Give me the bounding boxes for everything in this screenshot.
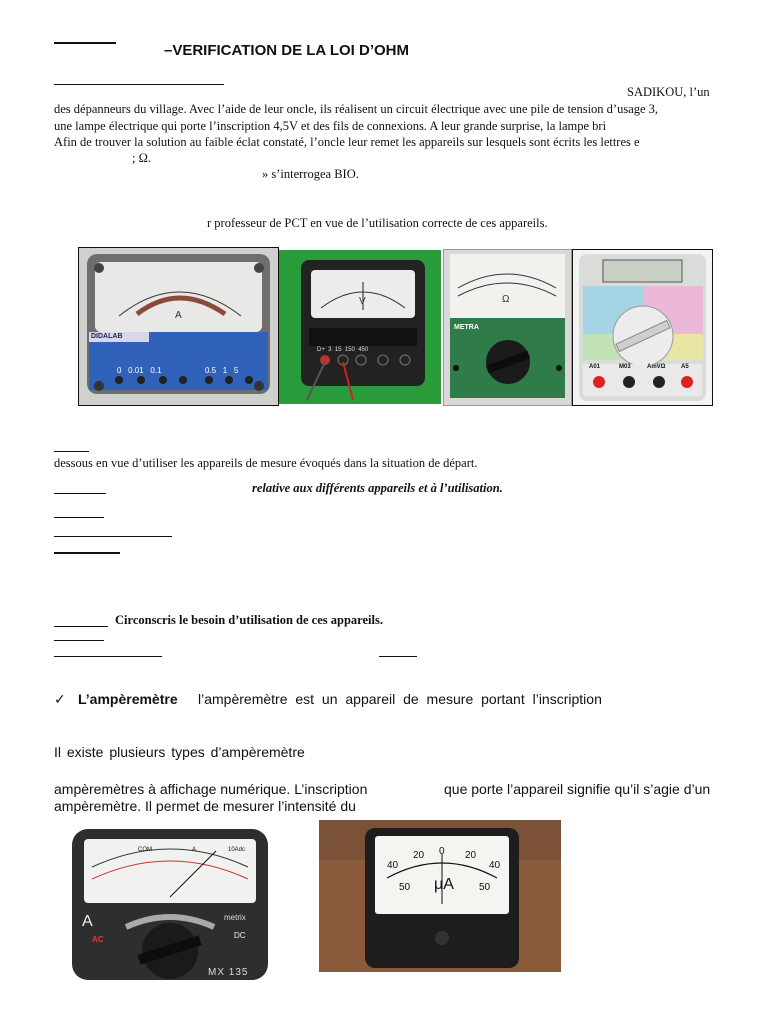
voltmeter-dial-letter: V [359, 296, 366, 307]
handheld-mode-a: A [82, 913, 93, 930]
ammeter-brand: DIDALAB [91, 333, 123, 340]
microammeter-scale-top-5: 40 [489, 860, 501, 871]
section2-underline-3 [54, 517, 104, 518]
ohmmeter-brand: METRA [454, 324, 479, 331]
analog-voltmeter-photo [279, 250, 441, 404]
handheld-multimeter-photo [68, 827, 272, 982]
ammeter-dial-letter: A [175, 310, 182, 321]
intro-line-3: une lampe électrique qui porte l’inscription 4,5V et des fils de connexions. A leur grande surprise, la lampe bri [54, 119, 607, 133]
section2-line-1: dessous en vue d’utiliser les appareils de mesure évoqués dans la situation de départ. [54, 456, 478, 470]
ammeter-range-right: 0.5 1 5 [205, 366, 239, 375]
handheld-brand: metrix [224, 913, 246, 922]
intro-underline [54, 84, 224, 85]
section3-underline-4 [379, 656, 417, 657]
ohmmeter-photo [443, 249, 572, 406]
digital-multimeter-photo [572, 249, 713, 406]
ammeter-range-left: 0 0.01 0.1 [117, 366, 162, 375]
handheld-mode-ac: AC [92, 935, 104, 944]
analog-ammeter-photo [78, 247, 279, 406]
intro-line-6: » s’interrogea BIO. [262, 167, 359, 181]
section2-underline-1 [54, 451, 89, 452]
title-underline-stub [54, 42, 116, 44]
handheld-model: MX 135 [208, 967, 249, 978]
intro-line-5: ; Ω. [132, 151, 152, 165]
multimeter-label-m03: M03 [619, 364, 631, 370]
section3-underline-2 [54, 640, 104, 641]
ammeter-paragraph-left: ampèremètres à affichage numérique. L’inscription [54, 781, 368, 797]
section3-underline-1 [54, 626, 108, 627]
voltmeter-terminals: D+ 3 15 150 450 [317, 347, 369, 353]
ammeter-types: Il existe plusieurs types d’ampèremètre [54, 744, 305, 760]
microammeter-scale-top-4: 20 [465, 850, 477, 861]
page-title: –VERIFICATION DE LA LOI D’OHM [164, 42, 410, 59]
ammeter-paragraph-right: que porte l’appareil signifie qu’il s’agie d’un [444, 781, 711, 797]
microammeter-scale-bottom-right: 50 [479, 882, 491, 893]
microammeter-scale-bottom-left: 50 [399, 882, 411, 893]
multimeter-label-amvohm: AmVΩ [647, 364, 666, 370]
microammeter-photo [319, 820, 561, 972]
check-mark-icon: ✓ [54, 691, 66, 707]
ohmmeter-dial-letter: Ω [502, 294, 510, 305]
section2-underline-2 [54, 493, 106, 494]
multimeter-label-a01: A01 [589, 364, 601, 370]
ammeter-paragraph-line2: ampèremètre. Il permet de mesurer l’intensité du [54, 798, 356, 814]
microammeter-scale-top-3: 0 [439, 846, 445, 857]
microammeter-scale-top-2: 20 [413, 850, 425, 861]
handheld-terminal-10a: 10Adc [228, 847, 246, 853]
section2-underline-5 [54, 552, 120, 554]
ammeter-heading: L’ampèremètre [78, 691, 178, 707]
section3-underline-3 [54, 656, 162, 657]
handheld-terminal-com: COM [138, 847, 152, 853]
intro-line-2: des dépanneurs du village. Avec l’aide de leur oncle, ils réalisent un circuit électrique avec une pile de tension d’usage 3, [54, 102, 659, 116]
intro-line-7: r professeur de PCT en vue de l’utilisation correcte de ces appareils. [207, 216, 548, 230]
multimeter-label-a5: A5 [681, 364, 689, 370]
handheld-terminal-a: A [192, 847, 197, 853]
intro-line-1: SADIKOU, l’un [627, 85, 710, 99]
section2-consigne: relative aux différents appareils et à l’utilisation. [252, 481, 503, 495]
microammeter-scale-top-1: 40 [387, 860, 399, 871]
section2-underline-4 [54, 536, 172, 537]
microammeter-unit: μA [434, 876, 454, 893]
handheld-mode-dc: DC [234, 931, 246, 940]
intro-line-4: Afin de trouver la solution au faible éclat constaté, l’oncle leur remet les appareils sur lesquels sont écrits les lettres e [54, 135, 640, 149]
section3-consigne: Circonscris le besoin d’utilisation de ces appareils. [115, 613, 383, 627]
ammeter-heading-text: l’ampèremètre est un appareil de mesure portant l’inscription [198, 691, 602, 707]
